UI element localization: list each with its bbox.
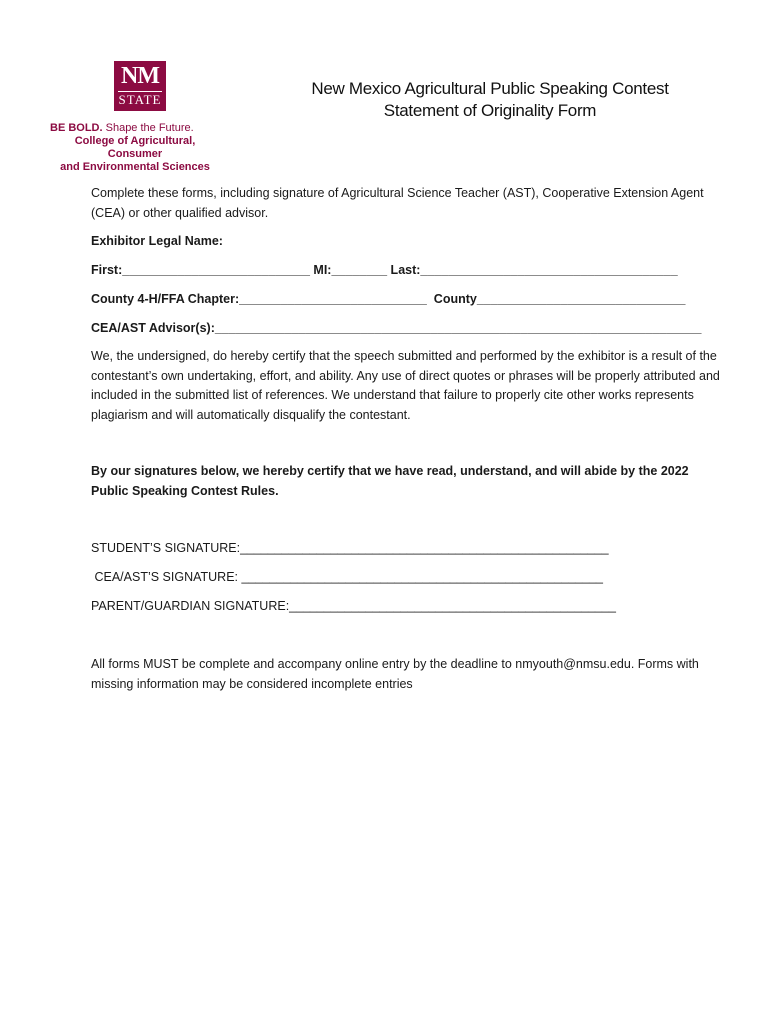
signature-statement: By our signatures below, we hereby certify that we have read, understand, and will abide by the 2022 Public Speaking Contest Rules.	[91, 464, 689, 498]
logo-college-line1: College of Agricultural, Consumer	[74, 135, 196, 160]
advisor-field-line[interactable]: CEA/AST Advisor(s):______________________________________________________________________	[91, 321, 702, 335]
title-line-1: New Mexico Agricultural Public Speaking Contest	[311, 79, 669, 98]
parent-signature-line[interactable]: PARENT/GUARDIAN SIGNATURE:_______________________________________________	[91, 599, 616, 613]
nmsu-logo	[40, 55, 250, 173]
document-title	[270, 78, 710, 122]
footer-note: All forms MUST be complete and accompany online entry by the deadline to nmyouth@nmsu.edu. Forms with missing information may be considered incomplete entries	[91, 657, 699, 691]
certification-paragraph: We, the undersigned, do hereby certify that the speech submitted and performed by the exhibitor is a result of the contestant’s own undertaking, effort, and ability. Any use of direct quotes or phrases will be properly attributed and included in the submitted list of references. We understand that failure to properly cite other works represents plagiarism and will automatically disqualify the contestant.	[91, 349, 720, 422]
logo-college-line2: and Environmental Sciences	[60, 161, 210, 173]
logo-state-text: STATE	[118, 92, 162, 107]
name-field-line[interactable]: First:___________________________ MI:________ Last:_____________________________________	[91, 263, 678, 277]
student-signature-line[interactable]: STUDENT’S SIGNATURE:_____________________________________________________	[91, 541, 609, 555]
logo-tagline-bold: BE BOLD.	[50, 122, 103, 134]
logo-tagline-rest: Shape the Future.	[102, 122, 194, 134]
nm-state-logo-mark	[114, 61, 166, 111]
cea-ast-signature-line[interactable]: CEA/AST’S SIGNATURE: ____________________________________________________	[91, 570, 603, 584]
logo-college-name	[50, 135, 220, 174]
title-line-2: Statement of Originality Form	[383, 101, 597, 120]
intro-paragraph: Complete these forms, including signature of Agricultural Science Teacher (AST), Cooperative Extension Agent (CEA) or other qualified advisor.	[91, 186, 704, 220]
exhibitor-label: Exhibitor Legal Name:	[91, 234, 223, 248]
logo-nm-text: NM	[121, 63, 159, 89]
logo-tagline	[50, 122, 194, 135]
county-field-line[interactable]: County 4-H/FFA Chapter:___________________________ County______________________________	[91, 292, 686, 306]
